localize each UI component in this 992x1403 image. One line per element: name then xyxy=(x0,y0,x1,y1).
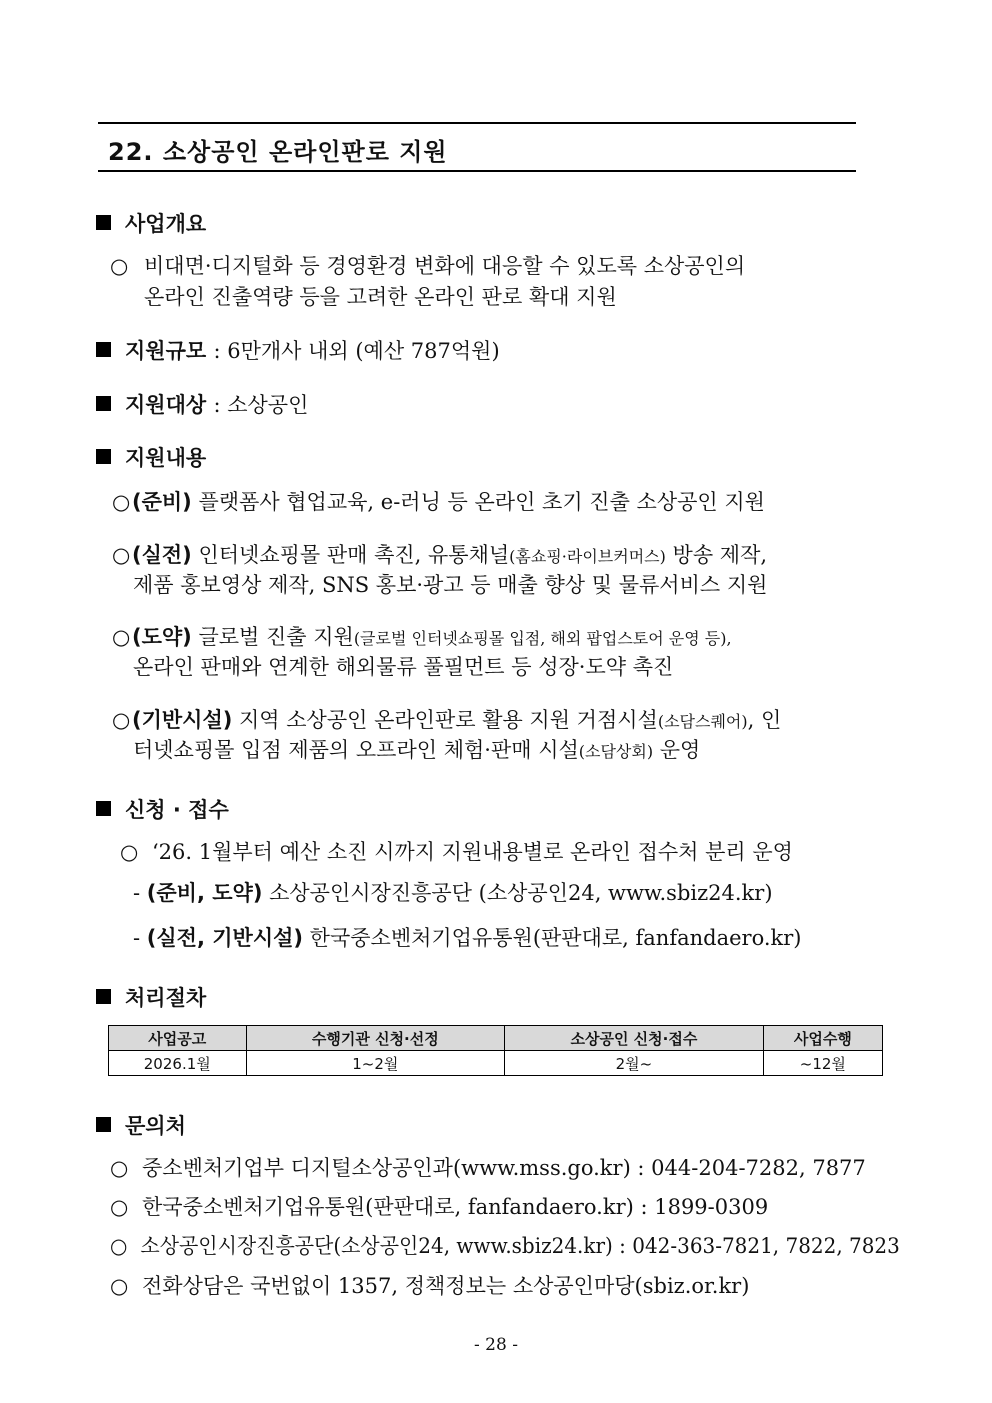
apply-sub-tag: (실전, 기반시설) xyxy=(146,926,303,950)
content-item-practice-line-1 xyxy=(112,539,767,569)
process-header-cell: 사업수행 xyxy=(763,1026,882,1051)
content-text: 터넷쇼핑몰 입점 제품의 오프라인 체험·판매 시설 xyxy=(133,738,579,762)
target-value: : 소상공인 xyxy=(213,393,309,417)
process-value-cell: 2월~ xyxy=(505,1051,764,1076)
section-apply-heading: 신청 · 접수 xyxy=(125,798,229,822)
content-note: (소담스퀘어) xyxy=(657,712,748,731)
process-header-cell: 수행기관 신청·선정 xyxy=(246,1026,505,1051)
content-item-prep xyxy=(112,486,765,516)
process-value-row xyxy=(109,1051,883,1076)
contact-line xyxy=(110,1230,900,1260)
content-tag: (기반시설) xyxy=(132,708,233,732)
apply-line xyxy=(120,836,793,866)
contact-line xyxy=(110,1191,768,1221)
title-top-rule xyxy=(98,122,856,124)
content-tag: (준비) xyxy=(132,490,192,514)
overview-text-1: 비대면·디지털화 등 경영환경 변화에 대응할 수 있도록 소상공인의 xyxy=(144,254,746,278)
apply-sub-text: 소상공인시장진흥공단 (소상공인24, www.sbiz24.kr) xyxy=(262,881,773,905)
section-process xyxy=(96,982,206,1012)
circle-bullet-icon: ○ xyxy=(112,625,131,649)
process-header-row xyxy=(109,1026,883,1051)
circle-bullet-icon: ○ xyxy=(112,490,131,514)
content-text: 방송 제작, xyxy=(665,543,768,567)
content-text: , 인 xyxy=(747,708,782,732)
scale-value: : 6만개사 내외 (예산 787억원) xyxy=(213,339,500,363)
section-target xyxy=(96,389,308,419)
overview-line-1 xyxy=(110,250,745,280)
contact-text: 전화상담은 국번없이 1357, 정책정보는 소상공인마당(sbiz.or.kr) xyxy=(142,1274,750,1298)
content-note: (홈쇼핑·라이브커머스) xyxy=(509,547,666,566)
square-bullet-icon xyxy=(96,1117,111,1132)
apply-sub-item xyxy=(133,877,773,907)
circle-bullet-icon: ○ xyxy=(110,1234,128,1258)
apply-sub-tag: (준비, 도약) xyxy=(146,881,263,905)
circle-bullet-icon: ○ xyxy=(110,1195,129,1219)
page-number: - 28 - xyxy=(474,1335,518,1355)
dash: - xyxy=(133,881,141,905)
content-item-infra-line-1 xyxy=(112,704,781,734)
content-text: 지역 소상공인 온라인판로 활용 지원 거점시설 xyxy=(232,708,658,732)
overview-line-2: 온라인 진출역량 등을 고려한 온라인 판로 확대 지원 xyxy=(144,285,617,309)
process-value-cell: 2026.1월 xyxy=(109,1051,247,1076)
circle-bullet-icon: ○ xyxy=(110,1274,129,1298)
section-apply xyxy=(96,794,229,824)
circle-bullet-icon: ○ xyxy=(112,708,131,732)
content-text: 글로벌 진출 지원 xyxy=(191,625,354,649)
page-title: 22. 소상공인 온라인판로 지원 xyxy=(108,138,448,166)
square-bullet-icon xyxy=(96,801,111,816)
content-item-leap-line-1 xyxy=(112,621,732,651)
content-tag: (도약) xyxy=(132,625,192,649)
section-overview xyxy=(96,208,206,238)
content-tag: (실전) xyxy=(132,543,192,567)
section-content-heading: 지원내용 xyxy=(125,446,207,470)
title-bottom-rule xyxy=(98,170,856,172)
square-bullet-icon xyxy=(96,396,111,411)
content-item-leap-line-2: 온라인 판매와 연계한 해외물류 풀필먼트 등 성장·도약 촉진 xyxy=(133,655,674,679)
circle-bullet-icon: ○ xyxy=(112,543,131,567)
section-contact xyxy=(96,1110,186,1140)
content-item-infra-line-2 xyxy=(133,734,700,764)
apply-sub-item xyxy=(133,922,801,952)
section-content xyxy=(96,442,206,472)
content-note: (소담상회) xyxy=(578,742,654,761)
process-header-cell: 사업공고 xyxy=(109,1026,247,1051)
content-note: (글로벌 인터넷쇼핑몰 입점, 해외 팝업스토어 운영 등), xyxy=(353,629,732,648)
section-contact-heading: 문의처 xyxy=(125,1114,186,1138)
square-bullet-icon xyxy=(96,215,111,230)
contact-text: 중소벤처기업부 디지털소상공인과(www.mss.go.kr) : 044-204-7282, 7877 xyxy=(142,1156,866,1180)
circle-bullet-icon: ○ xyxy=(120,840,139,864)
contact-line xyxy=(110,1270,749,1300)
process-value-cell: 1~2월 xyxy=(246,1051,505,1076)
section-overview-heading: 사업개요 xyxy=(125,212,207,236)
square-bullet-icon xyxy=(96,342,111,357)
content-text: 운영 xyxy=(653,738,701,762)
section-scale-heading: 지원규모 xyxy=(125,339,207,363)
content-text: 인터넷쇼핑몰 판매 촉진, 유통채널 xyxy=(191,543,510,567)
contact-text: 소상공인시장진흥공단(소상공인24, www.sbiz24.kr) : 042-363-7821, 7822, 7823 xyxy=(140,1234,900,1258)
circle-bullet-icon: ○ xyxy=(110,254,129,278)
circle-bullet-icon: ○ xyxy=(110,1156,129,1180)
process-value-cell: ~12월 xyxy=(763,1051,882,1076)
square-bullet-icon xyxy=(96,449,111,464)
process-header-cell: 소상공인 신청·접수 xyxy=(505,1026,764,1051)
content-item-practice-line-2: 제품 홍보영상 제작, SNS 홍보·광고 등 매출 향상 및 물류서비스 지원 xyxy=(133,573,768,597)
contact-text: 한국중소벤처기업유통원(판판대로, fanfandaero.kr) : 1899-0309 xyxy=(142,1195,769,1219)
apply-text: ‘26. 1월부터 예산 소진 시까지 지원내용별로 온라인 접수처 분리 운영 xyxy=(152,840,793,864)
section-process-heading: 처리절차 xyxy=(125,986,207,1010)
dash: - xyxy=(133,926,141,950)
apply-sub-text: 한국중소벤처기업유통원(판판대로, fanfandaero.kr) xyxy=(303,926,802,950)
content-text: 플랫폼사 협업교육, e-러닝 등 온라인 초기 진출 소상공인 지원 xyxy=(191,490,765,514)
process-table xyxy=(108,1025,883,1076)
section-scale xyxy=(96,335,500,365)
square-bullet-icon xyxy=(96,989,111,1004)
contact-line xyxy=(110,1152,866,1182)
section-target-heading: 지원대상 xyxy=(125,393,207,417)
